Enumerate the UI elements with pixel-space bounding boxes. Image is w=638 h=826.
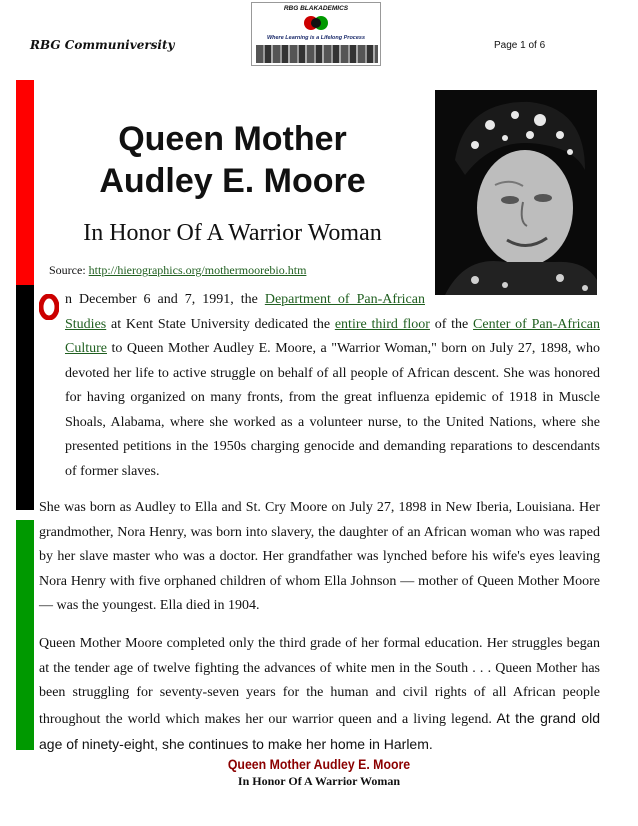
source-link[interactable]: http://hierographics.org/mothermoorebio.htm — [88, 263, 307, 277]
page-number: Page 1 of 6 — [494, 40, 546, 51]
logo-emblem-icon — [304, 14, 328, 32]
source-line — [49, 263, 306, 278]
paragraph-3-sans-text: At the grand old age of ninety-eight, she continues to make her home in Harlem. — [39, 709, 600, 752]
paragraph-1-text-a: n December 6 and 7, 1991, the — [65, 292, 265, 307]
link-center-pan-african-culture[interactable]: Center of Pan-African Culture — [65, 316, 600, 356]
title-line-1: Queen Mother — [118, 120, 347, 158]
paragraph-1-line-1 — [39, 288, 425, 313]
footer-title: Queen Mother Audley E. Moore — [227, 756, 411, 772]
page-title — [70, 118, 395, 202]
red-flag-bar — [16, 80, 34, 285]
page-subtitle: In Honor Of A Warrior Woman — [83, 220, 382, 246]
header-left-title: RBG Communiversity — [30, 38, 175, 52]
paragraph-1 — [39, 288, 600, 484]
green-flag-bar — [16, 520, 34, 750]
paragraph-3-text: Queen Mother Moore completed only the third grade of her formal education. Her struggles began at the tender age of twelve fighting the advances of white men in the South . . . Queen Mother has been struggling for seventy-seven years for the human and civil rights of all African people throughout the world which makes her our warrior queen and a living legend. — [39, 636, 600, 727]
footer-subtitle: In Honor Of A Warrior Woman — [237, 774, 401, 788]
paragraph-1-body — [39, 313, 600, 485]
title-line-2: Audley E. Moore — [99, 162, 366, 200]
black-flag-bar — [16, 285, 34, 510]
paragraph-1-text-d: to Queen Mother Audley E. Moore, a "Warrior Woman," born on July 27, 1898, who devoted her life to active struggle on behalf of all people of African descent. She was honored for having organized on many fronts, from the great influenza epidemic of 1918 in Muscle Shoals, Alabama, where she worked as a volunteer nurse, to the United Nations, where she presented petitions in the 1950s charging genocide and demanding reparations to descendants of former slaves. — [65, 341, 600, 479]
logo-title: RBG BLAKADEMICS — [283, 5, 349, 12]
drop-cap-o-icon — [39, 294, 59, 320]
paragraph-3 — [39, 632, 600, 759]
source-label: Source: — [49, 263, 86, 277]
link-studies[interactable]: Studies — [65, 316, 107, 332]
logo-portrait-strip — [256, 45, 378, 63]
paragraph-1-text-b: at Kent State University dedicated the — [106, 316, 335, 332]
queen-mother-portrait-photo — [435, 90, 597, 295]
paragraph-2: She was born as Audley to Ella and St. Cry Moore on July 27, 1898 in New Iberia, Louisiana. Her grandmother, Nora Henry, was born into slavery, the daughter of an African woman who was raped by her slave master who was a doctor. Her grandfather was lynched before his wife's eyes leaving Nora Henry with five orphaned children of whom Ella Johnson — mother of Queen Mother Moore — was the youngest. Ella died in 1904. — [39, 500, 600, 613]
logo-tagline: Where Learning is a Lifelong Process — [266, 35, 366, 41]
link-department-pan-african[interactable]: Department of Pan-African — [264, 292, 425, 307]
rbg-blakademics-logo — [251, 2, 381, 66]
link-entire-third-floor[interactable]: entire third floor — [334, 316, 430, 332]
paragraph-1-text-c: of the — [429, 316, 474, 332]
